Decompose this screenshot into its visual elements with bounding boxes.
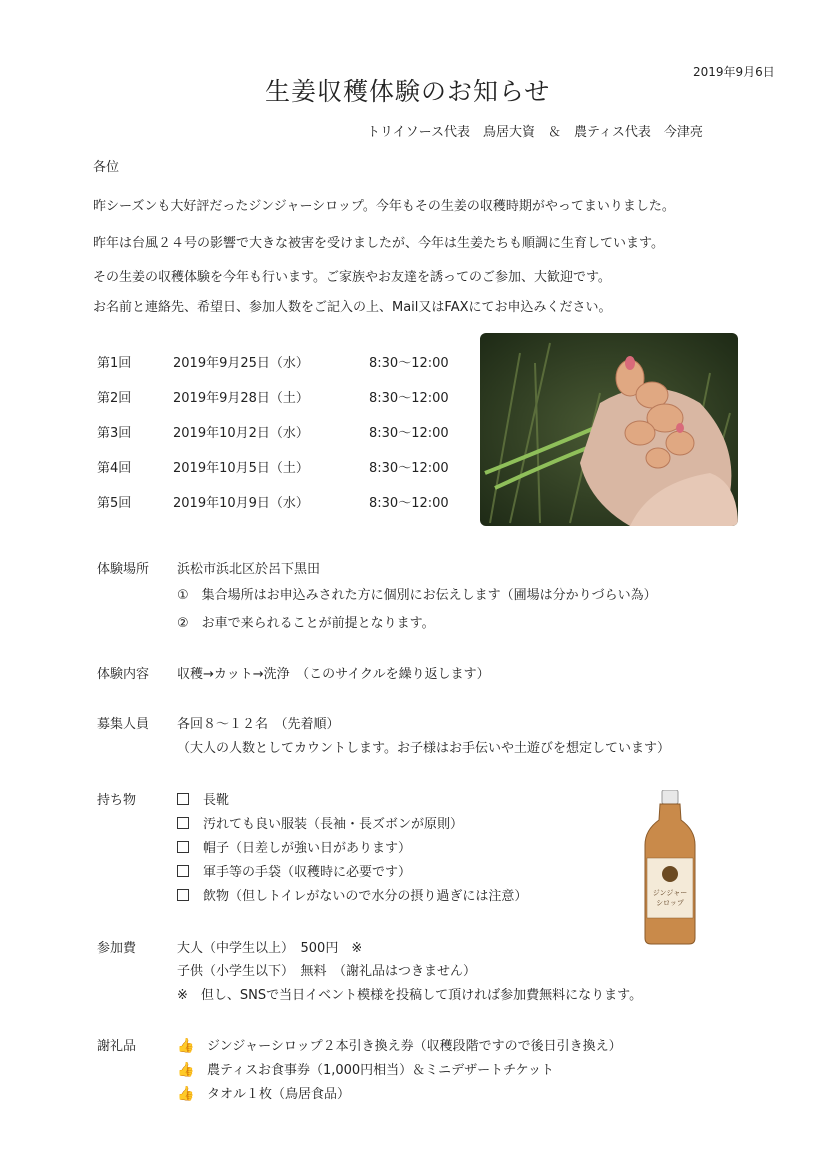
organizers: トリイソース代表 鳥居大資 ＆ 農ティス代表 今津亮 (367, 125, 703, 140)
belongings-item-text: 汚れても良い服装（長袖・長ズボンが原則） (203, 817, 464, 832)
belongings-item (177, 885, 527, 904)
gift-item (177, 1059, 554, 1078)
location-value: 浜松市浜北区於呂下黒田 (177, 562, 321, 577)
page-title: 生姜収穫体験のお知らせ (265, 77, 551, 106)
schedule-round: 第2回 (97, 391, 132, 406)
thumbs-up-icon: 👍 (177, 1086, 195, 1102)
schedule-date: 2019年10月5日（土） (173, 461, 309, 476)
schedule-time: 8:30～12:00 (369, 391, 449, 406)
location-note: ② お車で来られることが前提となります。 (177, 616, 435, 631)
fee-adult: 大人（中学生以上） 500円 ※ (177, 941, 363, 956)
schedule-round: 第4回 (97, 461, 132, 476)
intro-line: 昨シーズンも大好評だったジンジャーシロップ。今年もその生姜の収穫時期がやってまいりました。 (93, 199, 675, 214)
checkbox-icon (177, 889, 189, 901)
gift-item-text: 農ティスお食事券（1,000円相当）＆ミニデザートチケット (207, 1063, 555, 1078)
document-date: 2019年9月6日 (693, 65, 775, 79)
greeting: 各位 (93, 160, 120, 175)
schedule-round: 第3回 (97, 426, 132, 441)
capacity-note: （大人の人数としてカウントします。お子様はお手伝いや土遊びを想定しています） (177, 741, 670, 756)
capacity-value: 各回８～１２名 （先着順） (177, 717, 340, 732)
content-label: 体験内容 (97, 667, 150, 682)
schedule-date: 2019年9月28日（土） (173, 391, 309, 406)
schedule-time: 8:30～12:00 (369, 461, 449, 476)
checkbox-icon (177, 841, 189, 853)
thumbs-up-icon: 👍 (177, 1038, 195, 1054)
schedule-date: 2019年10月9日（水） (173, 496, 309, 511)
fee-note: ※ 但し、SNSで当日イベント模様を投稿して頂ければ参加費無料になります。 (177, 988, 643, 1003)
belongings-label: 持ち物 (97, 793, 137, 808)
fee-label: 参加費 (97, 941, 137, 956)
belongings-item-text: 帽子（日差しが強い日があります） (203, 841, 412, 856)
gift-item (177, 1083, 350, 1102)
capacity-label: 募集人員 (97, 717, 150, 732)
belongings-item-text: 飲物（但しトイレがないので水分の摂り過ぎには注意） (203, 889, 528, 904)
schedule-time: 8:30～12:00 (369, 496, 449, 511)
gift-item-text: ジンジャーシロップ２本引き換え券（収穫段階ですので後日引き換え） (207, 1039, 622, 1054)
ginger-harvest-photo (480, 333, 738, 526)
location-label: 体験場所 (97, 562, 150, 577)
checkbox-icon (177, 793, 189, 805)
schedule-time: 8:30～12:00 (369, 356, 449, 371)
belongings-item-text: 長靴 (203, 793, 230, 808)
belongings-item-text: 軍手等の手袋（収穫時に必要です） (203, 865, 412, 880)
schedule-date: 2019年10月2日（水） (173, 426, 309, 441)
content-value: 収穫→カット→洗浄 （このサイクルを繰り返します） (177, 667, 490, 682)
location-note: ① 集合場所はお申込みされた方に個別にお伝えします（圃場は分かりづらい為） (177, 588, 657, 603)
schedule-round: 第1回 (97, 356, 132, 371)
schedule-time: 8:30～12:00 (369, 426, 449, 441)
gift-item-text: タオル１枚（鳥居食品） (207, 1087, 351, 1102)
gift-item (177, 1035, 622, 1054)
checkbox-icon (177, 865, 189, 877)
intro-line: 昨年は台風２４号の影響で大きな被害を受けましたが、今年は生姜たちも順調に生育しています。 (93, 236, 664, 251)
intro-line: その生姜の収穫体験を今年も行います。ご家族やお友達を誘ってのご参加、大歓迎です。 (93, 270, 611, 285)
schedule-date: 2019年9月25日（水） (173, 356, 309, 371)
checkbox-icon (177, 817, 189, 829)
gifts-label: 謝礼品 (97, 1039, 137, 1054)
belongings-item (177, 837, 411, 856)
schedule-round: 第5回 (97, 496, 132, 511)
intro-line: お名前と連絡先、希望日、参加人数をご記入の上、Mail又はFAXにてお申込みください。 (93, 300, 612, 315)
thumbs-up-icon: 👍 (177, 1062, 195, 1078)
ginger-syrup-bottle-image (641, 790, 699, 945)
bottle-label-line2: シロップ (656, 899, 684, 907)
belongings-item (177, 861, 411, 880)
belongings-item (177, 813, 463, 832)
bottle-label-line1: ジンジャー (652, 889, 688, 897)
fee-child: 子供（小学生以下） 無料 （謝礼品はつきません） (177, 964, 477, 979)
belongings-item (177, 789, 229, 808)
